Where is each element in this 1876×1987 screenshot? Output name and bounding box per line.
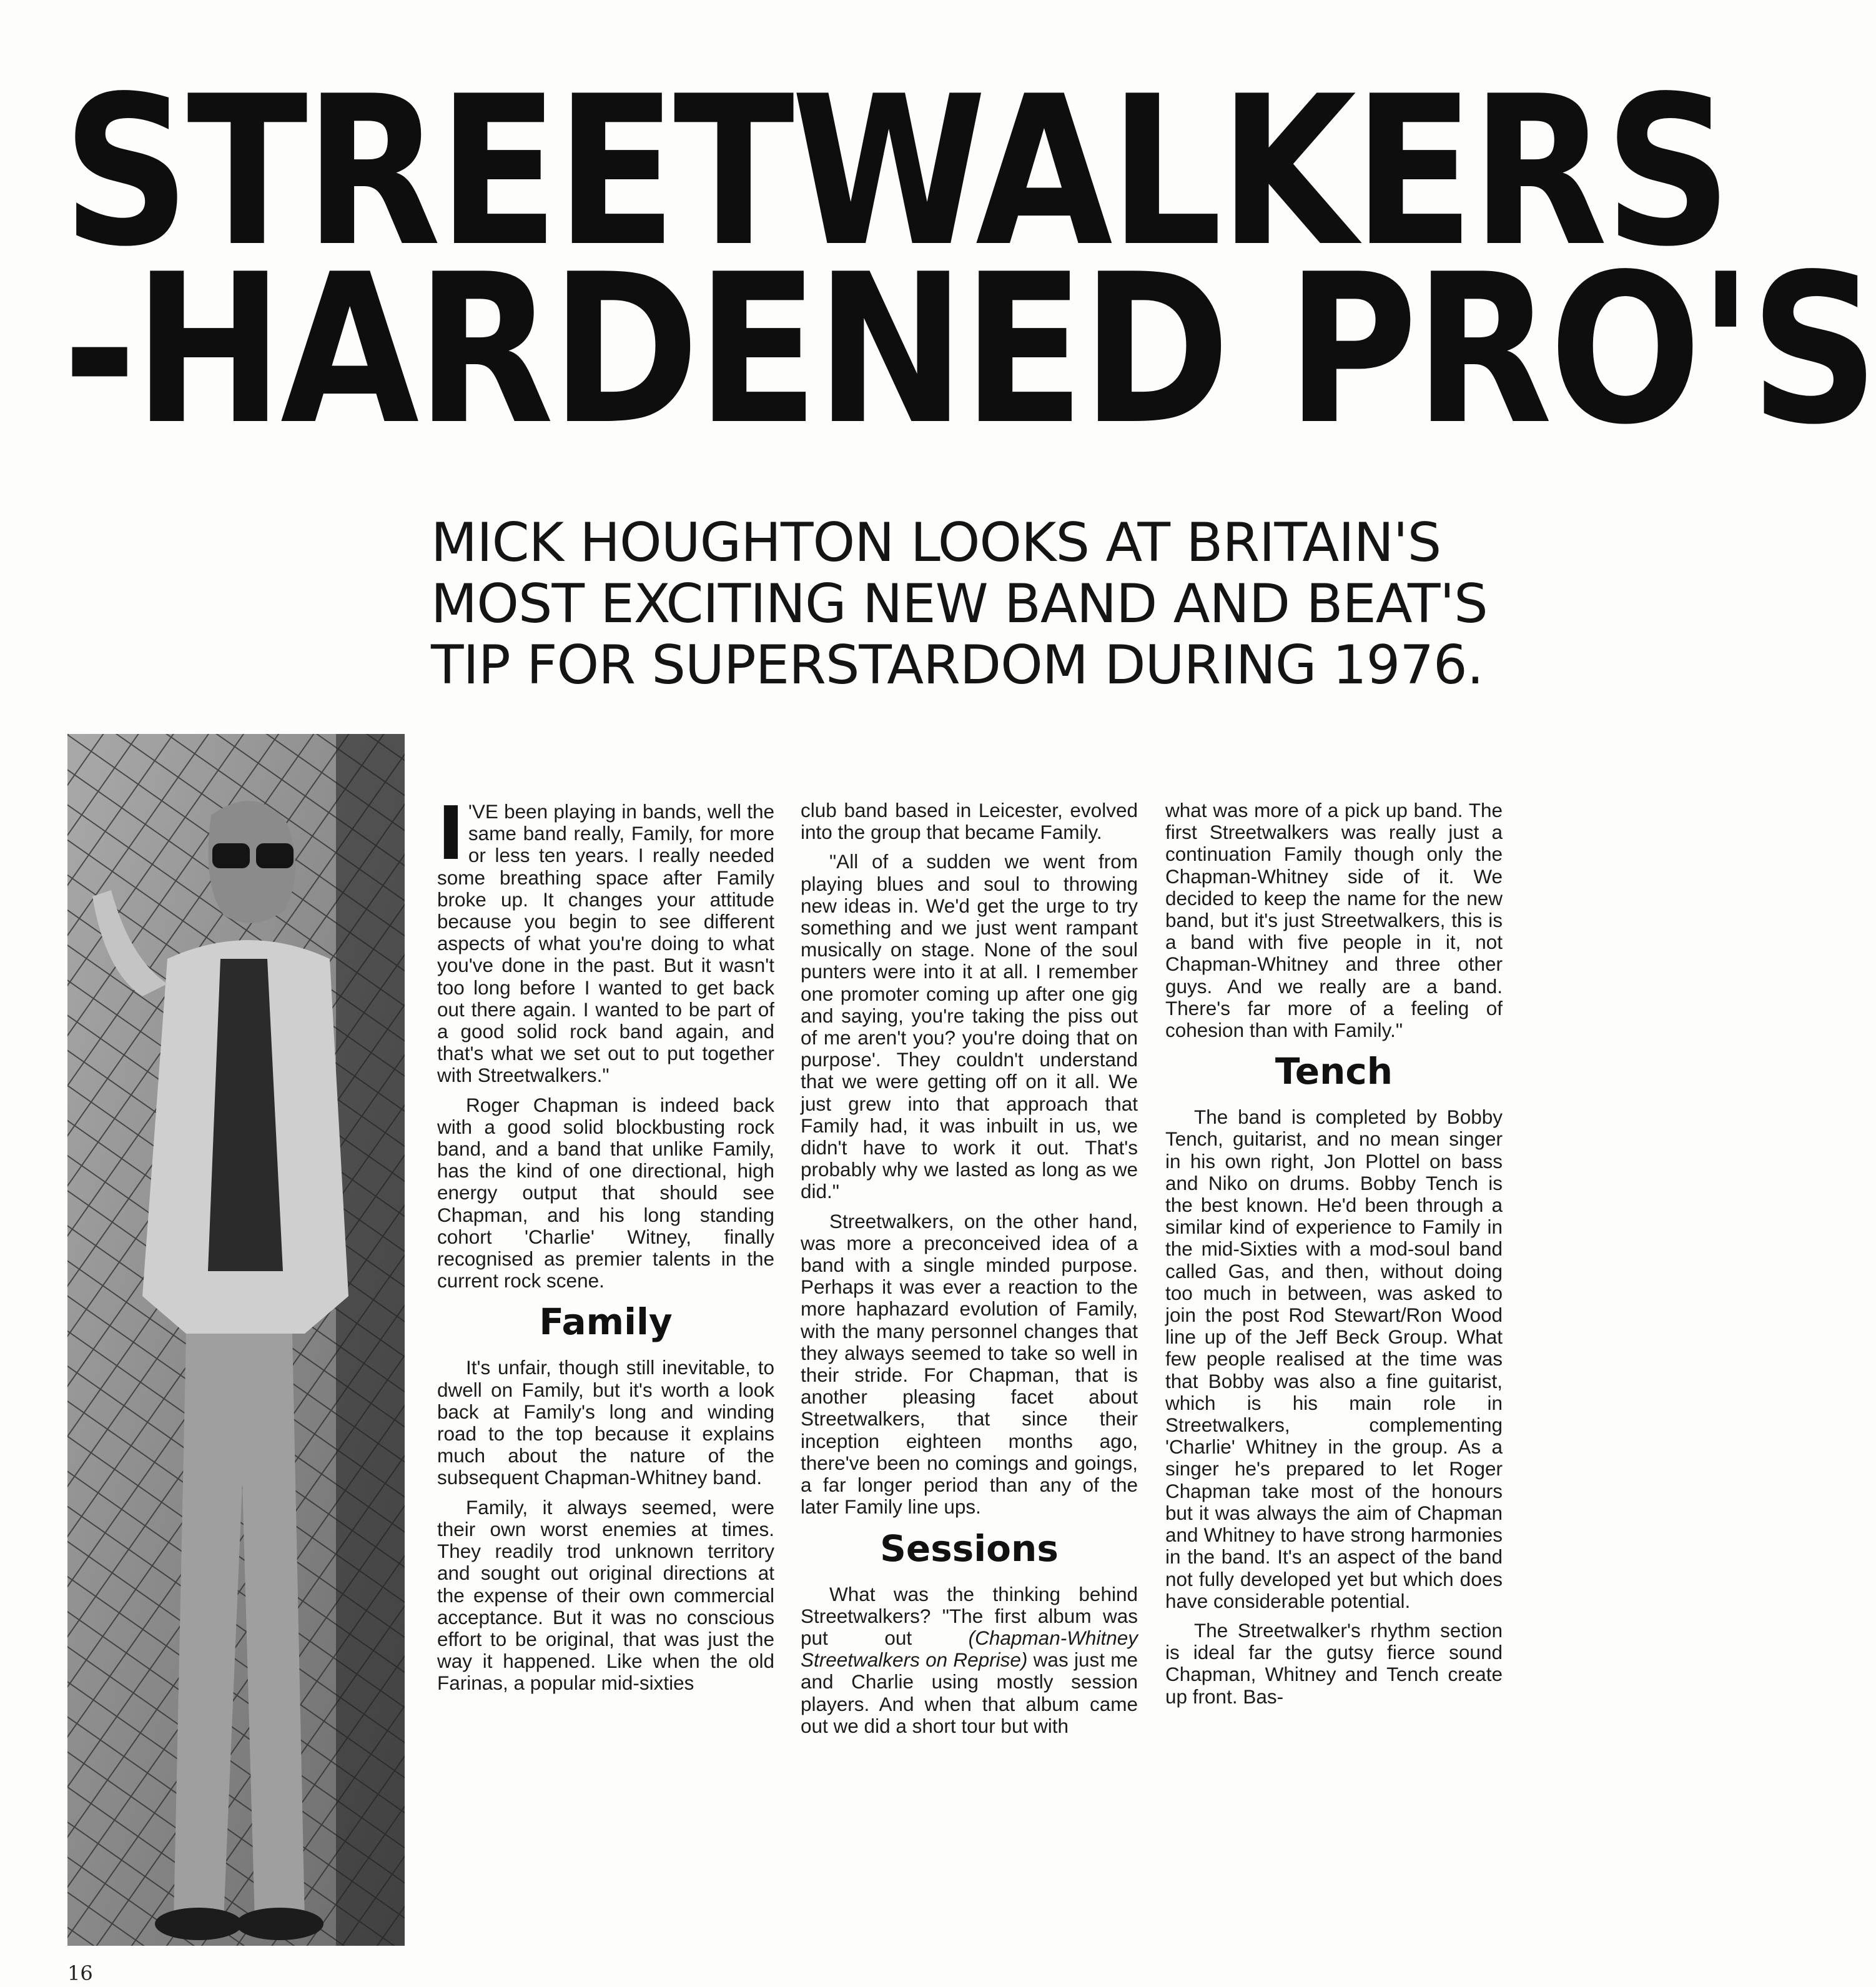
photo-of-man-icon [67,734,405,1946]
headline-line-1: STREETWALKERS [62,52,1729,292]
deck-line-3: TIP FOR SUPERSTARDOM DURING 1976. [431,634,1484,696]
article-column-1 [437,790,774,1702]
headline-line-2: -HARDENED PRO'S [62,230,1876,470]
paragraph: "All of a sudden we went from playing blues and soul to throwing new ideas in. We'd get the urge to try something and we just went rampant musically on stage. None of the soul punters were into it at all. I remember one promoter coming up after one gig and saying, you're taking the piss out of me aren't you? you're doing that on purpose'. They couldn't understand that we were getting off on it all. We just grew into that approach that Family had, it was inbuilt in us, we didn't have to work it out. That's probably why we lasted as long as we did." [801,850,1138,1203]
drop-cap: I [437,790,462,876]
article-column-3 [1165,800,1503,1715]
paragraph: The band is completed by Bobby Tench, guitarist, and no mean singer in his own right, Jon Plottel on bass and Niko on drums. Bobby Tench is the best known. He'd been through a similar kind of experience to Family in the mid-Sixties with a mod-soul band called Gas, and then, without doing too much in between, was asked to join the post Rod Stewart/Ron Wood line up of the Jeff Beck Group. What few people realised at the time was that Bobby was also a fine guitarist, which is his main role in Streetwalkers, complementing 'Charlie' Whitney in the group. As a singer he's prepared to let Roger Chapman take most of the honours but it was always the aim of Chapman and Whitney to have strong harmonies in the band. It's an aspect of the band not fully developed yet but which does have considerable potential. [1165,1106,1503,1612]
paragraph: It's unfair, though still inevitable, to dwell on Family, but it's worth a look back at Family's long and winding road to the top because it explains much about the nature of the subsequent Chapman-Whitney band. [437,1356,774,1489]
paragraph: What was the thinking behind Streetwalkers? "The first album was put out (Chapman-Whitney Streetwalkers on Reprise) was just me and Charlie using mostly session players. And when that album came out we did a short tour but with [801,1582,1138,1737]
paragraph: The Streetwalker's rhythm section is ideal far the gutsy fierce sound Chapman, Whitney and Tench create up front. Bas- [1165,1618,1503,1708]
album-title: (Chapman-Whitney Streetwalkers on Reprise) [801,1626,1138,1672]
section-heading-sessions: Sessions [880,1527,1059,1570]
paragraph: Streetwalkers, on the other hand, was more a preconceived idea of a band with a single minded purpose. Perhaps it was ever a reaction to the more haphazard evolution of Family, with the many personnel changes that they always seemed to take so well in their stride. For Chapman, that is another pleasing facet about Streetwalkers, that since their inception eighteen months ago, there've been no comings and goings, a far longer period than any of the later Family line ups. [801,1209,1138,1519]
paragraph: club band based in Leicester, evolved into the group that became Family. [801,799,1138,844]
band-member-photo [67,734,405,1946]
paragraph: Family, it always seemed, were their own worst enemies at times. They readily trod unknown territory and sought out original directions at the expense of their own commercial acceptance. But it was no conscious effort to be original, that was just the way it happened. Like when the old Farinas, a popular mid-sixties [437,1495,774,1695]
section-heading-family: Family [539,1301,673,1344]
page-number: 16 [67,1961,93,1985]
deck-subheading [431,512,1505,696]
paragraph: Roger Chapman is indeed back with a good solid blockbusting rock band, and a band that unlike Family, has the kind of one directional, high energy output that should see Chapman, and his long standing cohort 'Charlie' Witney, finally recognised as premier talents in the current rock scene. [437,1093,774,1292]
paragraph: what was more of a pick up band. The first Streetwalkers was really just a continuation Family though only the Chapman-Whitney side of it. We decided to keep the name for the new band, but it's just Streetwalkers, this is a band with five people in it, not Chapman-Whitney and three other guys. And we really are a band. There's far more of a feeling of cohesion than with Family." [1165,799,1503,1042]
section-heading-tench: Tench [1275,1050,1393,1093]
deck-line-2: MOST EXCITING NEW BAND AND BEAT'S [431,573,1488,635]
deck-line-1: MICK HOUGHTON LOOKS AT BRITAIN'S [431,512,1441,574]
paragraph: I 'VE been playing in bands, well the same band really, Family, for more or less ten years. I really needed some breathing space after Family broke up. It changes your attitude because you begin to see different aspects of what you're doing to what you've done in the past. But it wasn't too long before I wanted to get back out there again. I wanted to be part of a good solid rock band again, and that's what we set out to put together with Streetwalkers." [437,790,774,1087]
article-column-2 [801,800,1138,1745]
